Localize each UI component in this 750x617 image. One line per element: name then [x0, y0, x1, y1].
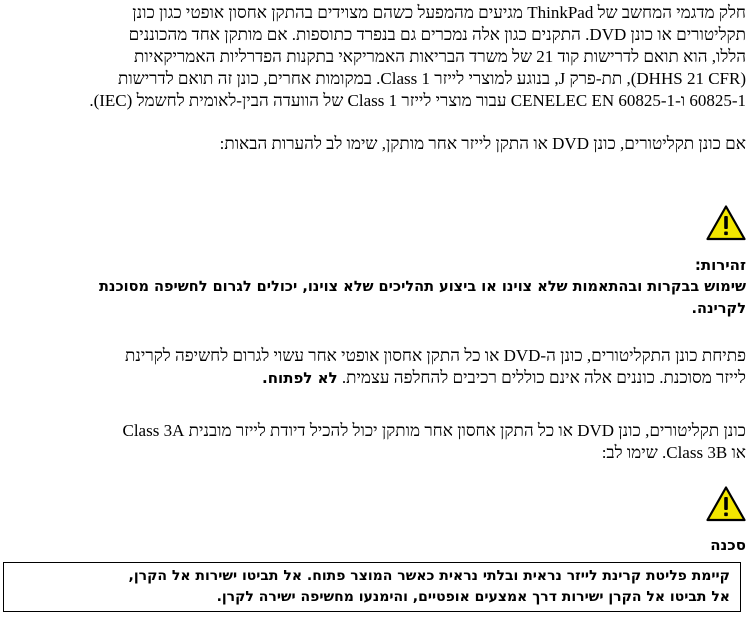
- intro-line: הללו, הוא תואם לדרישות קוד 21 של משרד הבריאות האמריקאי בתקנות הפדרליות האמריקאיות: [134, 47, 746, 66]
- intro-line: תקליטורים או כונן DVD. התקנים כגון אלה נמכרים גם בנפרד כתוספות. אם מותקן אחד מהכוננים: [128, 25, 746, 44]
- caution-line: שימוש בבקרות ובהתאמות שלא צוינו או ביצוע תהליכים שלא צוינו, יכולים לגרום לחשיפה מסוכנת: [98, 279, 746, 295]
- danger-line: קיימת פליטת קרינת לייזר נראית ובלתי נראית כאשר המוצר פתוח. אל תביטו ישירות אל הקרן,: [128, 568, 730, 584]
- warning-triangle-icon: [706, 205, 746, 241]
- warning-triangle-icon: [706, 486, 746, 522]
- caution-line: לקרינה.: [691, 301, 746, 317]
- opening-warning-paragraph: [2, 345, 746, 389]
- do-not-open-text: לא לפתוח.: [262, 369, 338, 387]
- notice-text: אם כונן תקליטורים, כונן DVD או התקן לייזר אחר מותקן, שימו לב להערות הבאות:: [219, 134, 746, 153]
- class3-line: כונן תקליטורים, כונן DVD או כל התקן אחסון אחר מותקן יכול להכיל דיודת לייזר מובנית Class 3A: [122, 421, 746, 440]
- opening-warning-line: [2, 367, 746, 389]
- intro-line: (DHHS 21 CFR), תת-פרק J, בנוגע למוצרי לייזר Class 1. במקומות אחרים, כונן זה תואם לדרישות: [117, 69, 746, 88]
- caution-title: זהירות:: [694, 256, 746, 274]
- class3-line: או Class 3B. שימו לב:: [601, 443, 746, 462]
- class3-paragraph: [2, 420, 746, 464]
- intro-line: חלק מדגמי המחשב של ThinkPad מגיעים מהמפעל כשהם מצוידים בהתקן אחסון אופטי כגון כונן: [132, 3, 746, 22]
- intro-paragraph: [2, 2, 746, 112]
- opening-warning-line: פתיחת כונן התקליטורים, כונן ה-DVD או כל התקן אחסון אופטי אחר עשוי לגרום לחשיפה לקרינת: [124, 346, 746, 365]
- opening-warning-text: לייזר מסוכנת. כוננים אלה אינם כוללים רכיבים להחלפה עצמית.: [337, 368, 746, 387]
- intro-line: 60825-1 ו-CENELEC EN 60825-1 עבור מוצרי לייזר Class 1 של הוועדה הבין-לאומית לחשמל (IEC).: [89, 91, 746, 110]
- danger-box: [3, 562, 741, 612]
- caution-text: [2, 276, 746, 320]
- danger-title: סכנה: [710, 536, 746, 554]
- laser-notice: [2, 133, 746, 155]
- danger-line: אל תביטו אל הקרן ישירות דרך אמצעים אופטיים, והימנעו מחשיפה ישירה לקרן.: [216, 589, 730, 605]
